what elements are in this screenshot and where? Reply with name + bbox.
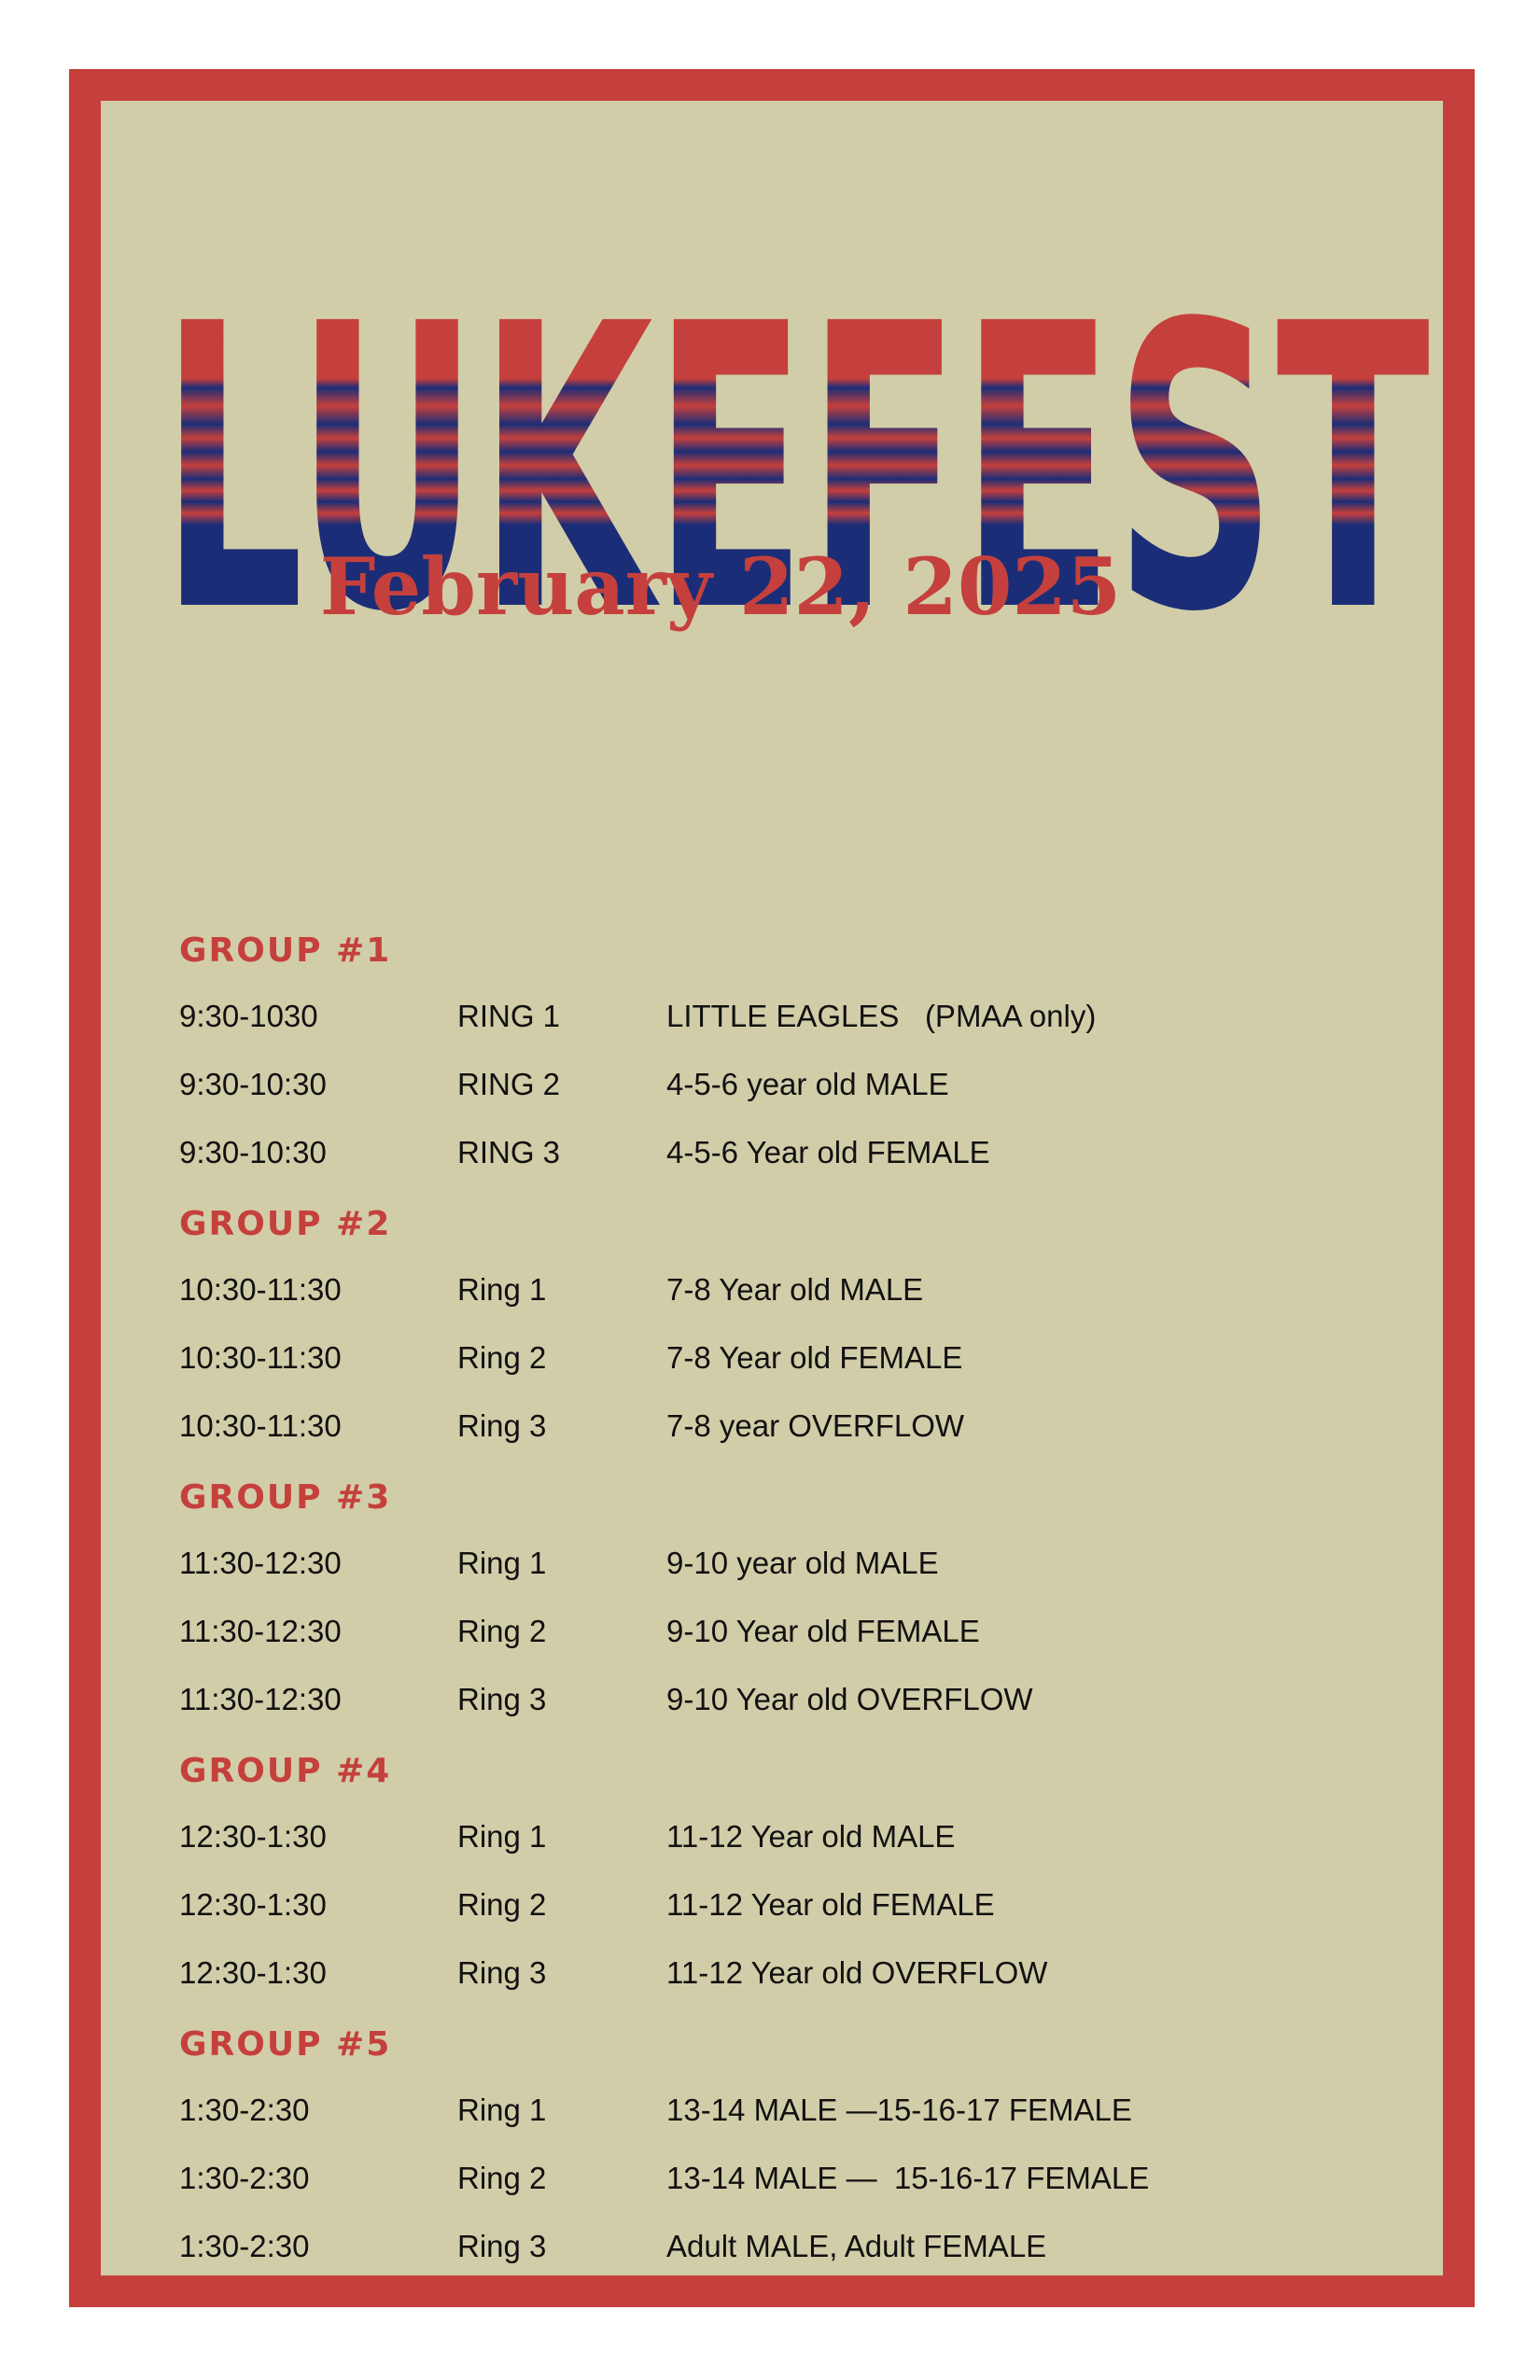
time-slot: 9:30-10:30 <box>179 1135 327 1169</box>
schedule-row <box>179 1392 1393 1460</box>
schedule-list <box>179 913 1393 2280</box>
lukefest-logo <box>142 166 1449 745</box>
time-slot: 1:30-2:30 <box>179 2093 310 2127</box>
ring-label: RING 2 <box>457 1067 561 1101</box>
time-slot: 11:30-12:30 <box>179 1682 342 1716</box>
schedule-row <box>179 1870 1393 1939</box>
division-description: 9-10 Year old FEMALE <box>666 1614 980 1648</box>
time-slot: 9:30-1030 <box>179 999 318 1033</box>
poster-border <box>69 69 1475 2307</box>
ring-label: Ring 1 <box>457 1546 547 1580</box>
ring-label: Ring 3 <box>457 2229 547 2263</box>
time-slot: 11:30-12:30 <box>179 1546 342 1580</box>
time-slot: 1:30-2:30 <box>179 2229 310 2263</box>
time-slot: 11:30-12:30 <box>179 1614 342 1648</box>
time-slot: 1:30-2:30 <box>179 2161 310 2195</box>
time-slot: 12:30-1:30 <box>179 1819 327 1854</box>
schedule-row <box>179 1118 1393 1186</box>
ring-label: Ring 3 <box>457 1408 547 1443</box>
division-description: 4-5-6 year old MALE <box>666 1067 949 1101</box>
logo-title: LUKEFEST <box>161 242 1432 698</box>
time-slot: 10:30-11:30 <box>179 1340 342 1375</box>
group-heading: GROUP #3 <box>179 1478 392 1517</box>
lukefest-logo-graphic <box>142 166 1449 745</box>
schedule-row <box>179 1802 1393 1870</box>
schedule-row <box>179 982 1393 1050</box>
ring-label: Ring 1 <box>457 1272 547 1307</box>
division-description: 7-8 year OVERFLOW <box>666 1408 965 1443</box>
division-description: 7-8 Year old MALE <box>666 1272 924 1307</box>
division-description: LITTLE EAGLES (PMAA only) <box>666 999 1097 1033</box>
schedule-group <box>179 2014 1393 2280</box>
ring-label: RING 1 <box>457 999 561 1033</box>
schedule-group <box>179 1467 1393 1733</box>
division-description: 11-12 Year old OVERFLOW <box>666 1955 1048 1990</box>
ring-label: Ring 3 <box>457 1955 547 1990</box>
ring-label: Ring 1 <box>457 2093 547 2127</box>
time-slot: 12:30-1:30 <box>179 1955 327 1990</box>
division-description: 4-5-6 Year old FEMALE <box>666 1135 990 1169</box>
schedule-group <box>179 1194 1393 1460</box>
ring-label: Ring 1 <box>457 1819 547 1854</box>
group-heading: GROUP #1 <box>179 931 392 970</box>
schedule-row <box>179 2212 1393 2280</box>
division-description: 13-14 MALE — 15-16-17 FEMALE <box>666 2161 1150 2195</box>
ring-label: Ring 2 <box>457 1887 547 1922</box>
group-heading: GROUP #5 <box>179 2025 392 2064</box>
time-slot: 9:30-10:30 <box>179 1067 327 1101</box>
division-description: 13-14 MALE —15-16-17 FEMALE <box>666 2093 1132 2127</box>
schedule-group <box>179 920 1393 1186</box>
time-slot: 10:30-11:30 <box>179 1272 342 1307</box>
group-heading: GROUP #2 <box>179 1205 392 1243</box>
division-description: 11-12 Year old MALE <box>666 1819 956 1854</box>
division-description: 9-10 Year old OVERFLOW <box>666 1682 1033 1716</box>
schedule-row <box>179 1597 1393 1665</box>
schedule-row <box>179 1050 1393 1118</box>
event-date: February 22, 2025 <box>319 540 1122 633</box>
schedule-row <box>179 1255 1393 1323</box>
division-description: 11-12 Year old FEMALE <box>666 1887 995 1922</box>
ring-label: Ring 2 <box>457 1614 547 1648</box>
schedule-row <box>179 1939 1393 2007</box>
ring-label: Ring 3 <box>457 1682 547 1716</box>
schedule-row <box>179 1323 1393 1392</box>
poster-panel <box>101 101 1443 2275</box>
division-description: 7-8 Year old FEMALE <box>666 1340 963 1375</box>
schedule-row <box>179 2076 1393 2144</box>
group-heading: GROUP #4 <box>179 1752 392 1790</box>
time-slot: 10:30-11:30 <box>179 1408 342 1443</box>
schedule-row <box>179 1665 1393 1733</box>
time-slot: 12:30-1:30 <box>179 1887 327 1922</box>
ring-label: Ring 2 <box>457 2161 547 2195</box>
ring-label: Ring 2 <box>457 1340 547 1375</box>
division-description: Adult MALE, Adult FEMALE <box>666 2229 1047 2263</box>
schedule-group <box>179 1741 1393 2007</box>
schedule-row <box>179 1529 1393 1597</box>
ring-label: RING 3 <box>457 1135 561 1169</box>
division-description: 9-10 year old MALE <box>666 1546 939 1580</box>
schedule-row <box>179 2144 1393 2212</box>
